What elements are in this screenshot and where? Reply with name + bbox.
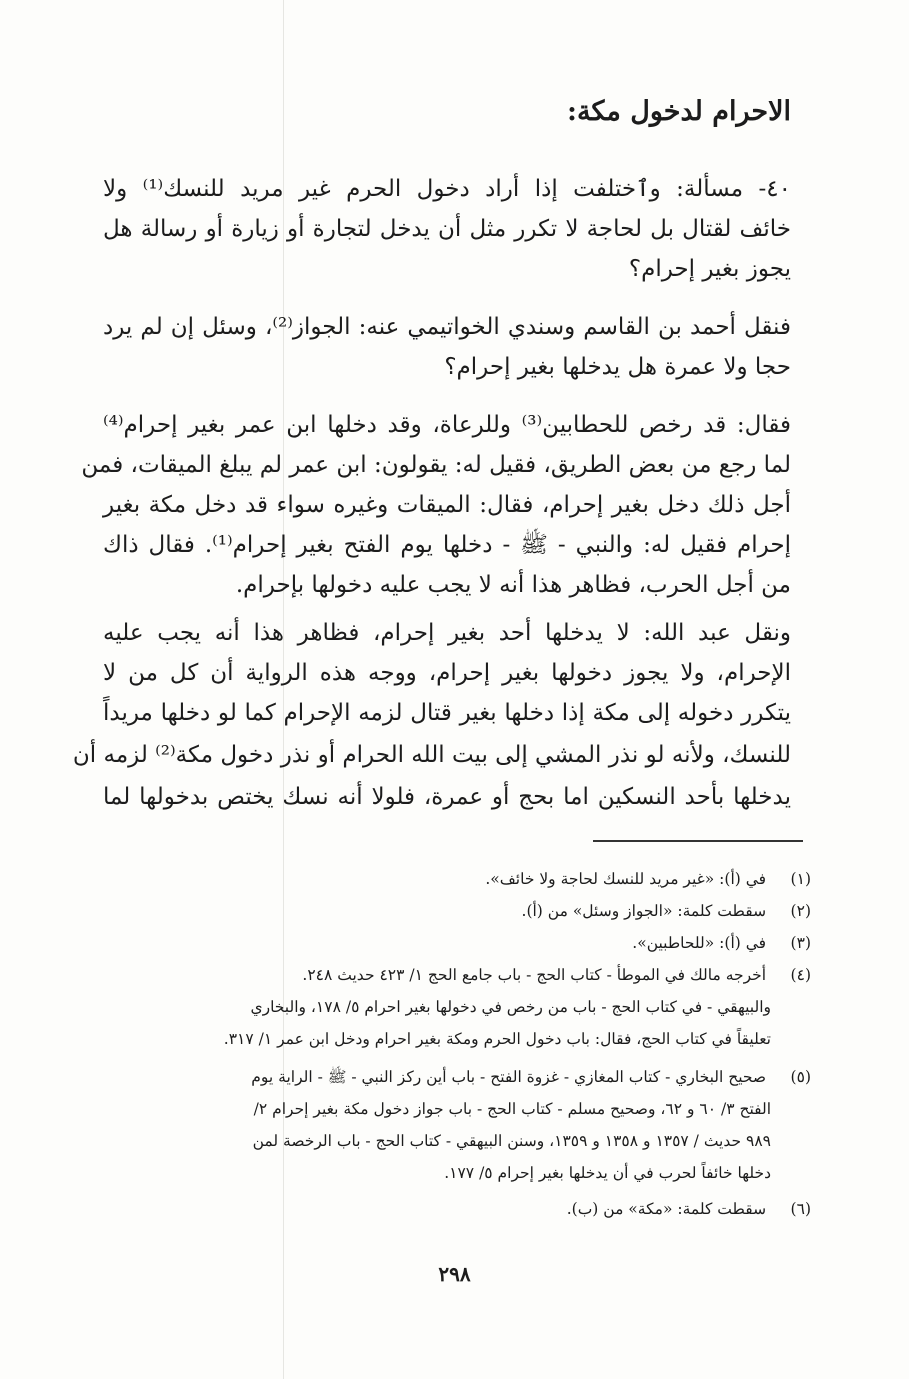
footnote-text: أخرجه مالك في الموطأ - كتاب الحج - باب جامع الحج ١/ ٤٢٣ حديث ٢٤٨. (302, 966, 767, 984)
body-line: للنسك، ولأنه لو نذر المشي إلى بيت الله الحرام أو نذر دخول مكة⁽²⁾ لزمه أن (72, 742, 791, 768)
footnote-5-cont: الفتح ٣/ ٦٠ و ٦٢، وصحيح مسلم - كتاب الحج - باب جواز دخول مكة بغير إحرام ٢/ (253, 1100, 771, 1118)
footnote-4-cont: والبيهقي - في كتاب الحج - باب من رخص في دخولها بغير احرام ٥/ ١٧٨، والبخاري (250, 998, 771, 1016)
body-line: يجوز بغير إحرام؟ (628, 256, 791, 282)
footnote-text: في (أ): «للحاطبين». (632, 934, 767, 952)
footnote-1 (111, 866, 811, 892)
footnote-5-cont: ٩٨٩ حديث / ١٣٥٧ و ١٣٥٨ و ١٣٥٩، وسنن البيهقي - كتاب الحج - باب الرخصة لمن (252, 1132, 771, 1150)
footnote-number: (١) (790, 870, 811, 888)
footnote-number: (٣) (790, 934, 811, 952)
footnote-number: (٤) (790, 966, 811, 984)
footnote-3 (111, 930, 811, 956)
footnote-text: سقطت كلمة: «الجواز وسئل» من (أ). (521, 902, 767, 920)
body-line: فقال: قد رخص للحطابين⁽³⁾ وللرعاة، وقد دخلها ابن عمر بغير إحرام⁽⁴⁾ (103, 412, 791, 438)
footnote-5-cont: دخلها خائفاً لحرب في أن يدخلها بغير إحرام ٥/ ١٧٧. (444, 1164, 771, 1182)
footnote-number: (٥) (790, 1068, 811, 1086)
body-line: لما رجع من بعض الطريق، فقيل له: يقولون: ابن عمر لم يبلغ الميقات، فمن (81, 452, 791, 478)
footnote-text: في (أ): «غير مريد للنسك لحاجة ولا خائف». (485, 870, 767, 888)
footnote-2 (111, 898, 811, 924)
page-number: ٢٩٨ (438, 1262, 471, 1286)
body-line: الإحرام، ولا يجوز دخولها بغير إحرام، ووجه هذه الرواية أن كل من لا (103, 660, 791, 686)
body-line: ونقل عبد الله: لا يدخلها أحد بغير إحرام، فظاهر هذا أنه يجب عليه (103, 620, 791, 646)
footnote-4-cont: تعليقاً في كتاب الحج، فقال: باب دخول الحرم ومكة بغير احرام ودخل ابن عمر ١/ ٣١٧. (223, 1030, 771, 1048)
body-line: إحرام فقيل له: والنبي - ﷺ - دخلها يوم الفتح بغير إحرام⁽¹⁾. فقال ذاك (103, 532, 791, 558)
body-line: من أجل الحرب، فظاهر هذا أنه لا يجب عليه دخولها بإحرام. (235, 572, 791, 598)
footnote-text: صحيح البخاري - كتاب المغازي - غزوة الفتح - باب أين ركز النبي - ﷺ - الراية يوم (251, 1068, 767, 1086)
footnote-divider (593, 840, 803, 842)
body-line: أجل ذلك دخل بغير إحرام، فقال: الميقات وغيره سواء قد دخل مكة بغير (103, 492, 791, 518)
body-line: ٤٠- مسألة: وٱختلفت إذا أراد دخول الحرم غير مريد للنسك⁽¹⁾ ولا (103, 176, 792, 202)
footnote-5 (111, 1064, 811, 1090)
footnote-number: (٦) (790, 1200, 811, 1218)
footnote-text: سقطت كلمة: «مكة» من (ب). (566, 1200, 767, 1218)
section-heading: الاحرام لدخول مكة: (567, 96, 791, 127)
body-line: حجا ولا عمرة هل يدخلها بغير إحرام؟ (444, 354, 791, 380)
footnote-4 (111, 962, 811, 988)
footnote-number: (٢) (790, 902, 811, 920)
body-line: يدخلها بأحد النسكين اما بحج أو عمرة، فلولا أنه نسك يختص بدخولها لما (103, 784, 791, 810)
footnote-6 (111, 1196, 811, 1222)
body-line: خائف لقتال بل لحاجة لا تكرر مثل أن يدخل لتجارة أو زيارة أو رسالة هل (103, 216, 791, 242)
body-line: يتكرر دخوله إلى مكة إذا دخلها بغير قتال لزمه الإحرام كما لو دخلها مريداً (103, 700, 791, 726)
body-line: فنقل أحمد بن القاسم وسندي الخواتيمي عنه: الجواز⁽²⁾، وسئل إن لم يرد (103, 314, 791, 340)
